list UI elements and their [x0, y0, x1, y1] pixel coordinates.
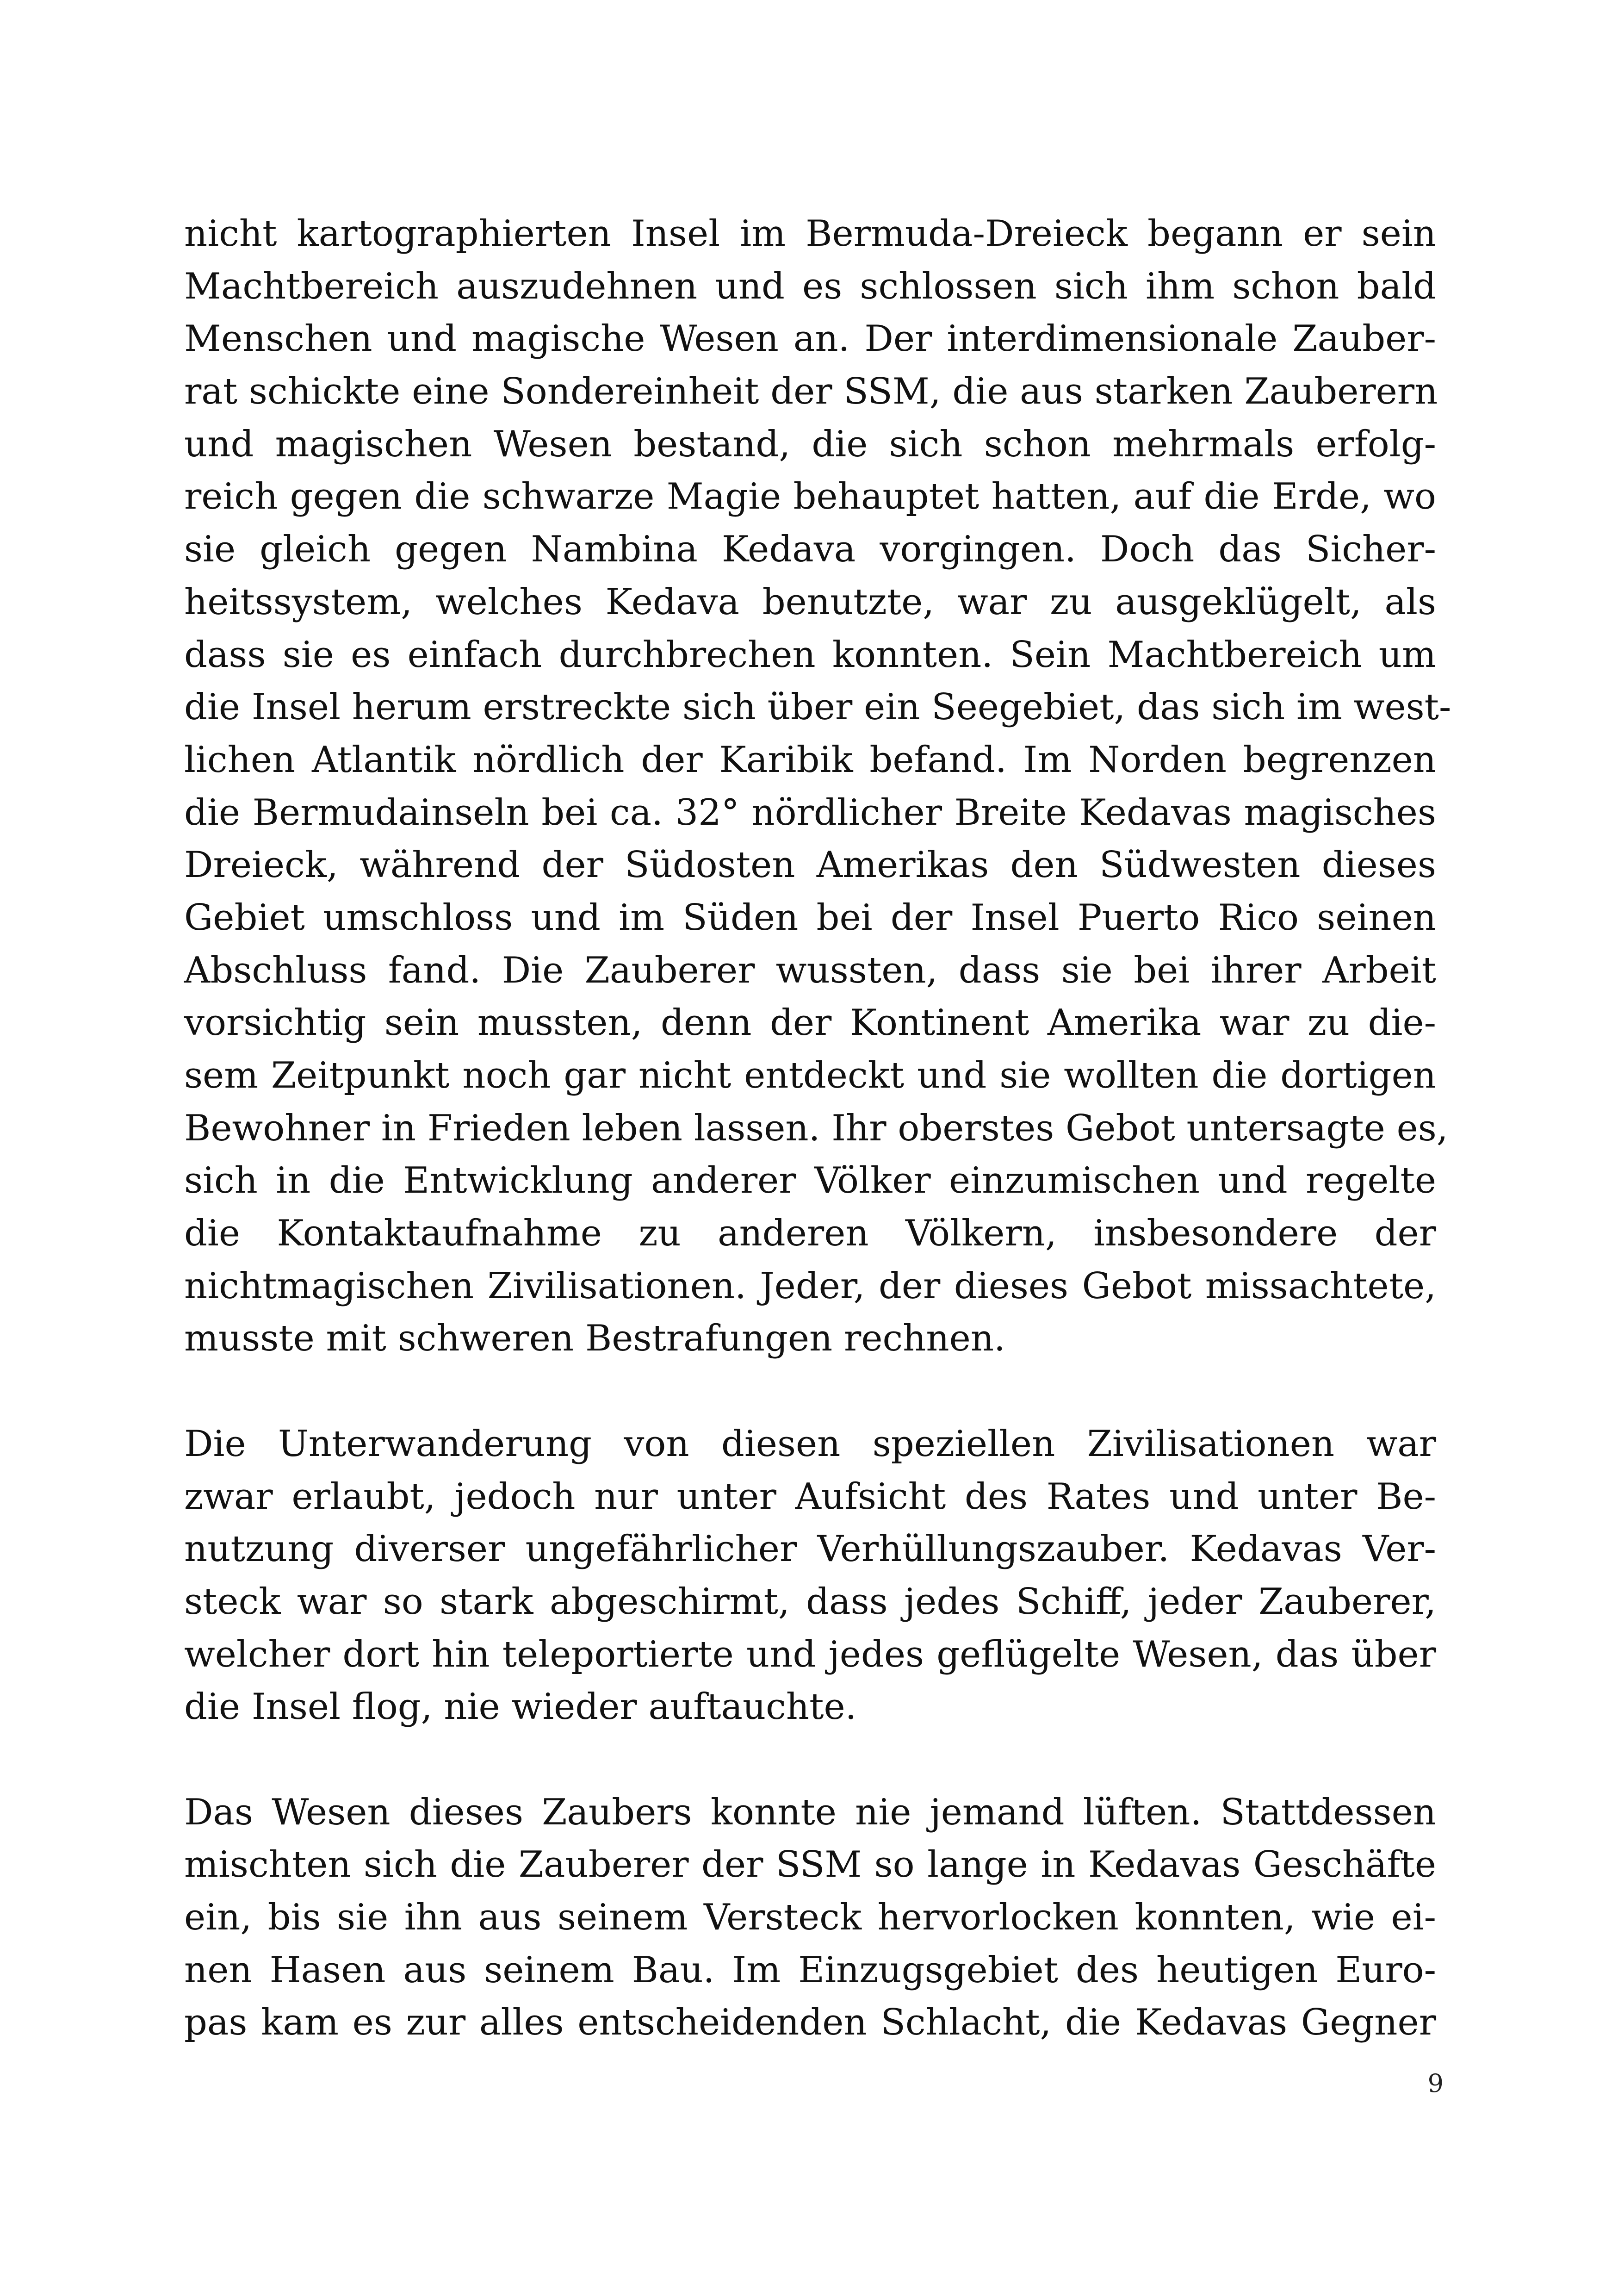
- text-line: Abschluss fand. Die Zauberer wussten, dass sie bei ihrer Arbeit: [184, 949, 1436, 991]
- text-line: pas kam es zur alles entscheidenden Schlacht, die Kedavas Gegner: [184, 2002, 1436, 2044]
- text-line: die Bermudainseln bei ca. 32° nördlicher Breite Kedavas magisches: [184, 791, 1436, 834]
- text-line: die Insel flog, nie wieder auftauchte.: [184, 1686, 857, 1728]
- text-line: mischten sich die Zauberer der SSM so lange in Kedavas Geschäfte: [184, 1844, 1436, 1886]
- paragraph-gap: [184, 1365, 1436, 1418]
- paragraph: [184, 1418, 1436, 1734]
- text-line: ein, bis sie ihn aus seinem Versteck hervorlocken konnten, wie ei-: [184, 1897, 1436, 1938]
- text-line: Menschen und magische Wesen an. Der interdimensionale Zauber-: [184, 318, 1436, 360]
- text-line: Die Unterwanderung von diesen speziellen Zivilisationen war: [184, 1423, 1436, 1465]
- text-line: reich gegen die schwarze Magie behauptet hatten, auf die Erde, wo: [184, 476, 1436, 518]
- text-line: und magischen Wesen bestand, die sich schon mehrmals erfolg-: [184, 423, 1436, 465]
- text-line: Machtbereich auszudehnen und es schlossen sich ihm schon bald: [184, 265, 1436, 307]
- paragraph-gap: [184, 1734, 1436, 1786]
- text-line: Bewohner in Frieden leben lassen. Ihr oberstes Gebot untersagte es,: [184, 1107, 1448, 1149]
- paragraph: [184, 1786, 1436, 2049]
- text-line: sem Zeitpunkt noch gar nicht entdeckt und sie wollten die dortigen: [184, 1055, 1436, 1096]
- text-line: rat schickte eine Sondereinheit der SSM, die aus starken Zauberern: [184, 371, 1438, 413]
- text-line: musste mit schweren Bestrafungen rechnen.: [184, 1318, 1005, 1360]
- text-line: die Kontaktaufnahme zu anderen Völkern, insbesondere der: [184, 1213, 1436, 1255]
- text-line: Dreieck, während der Südosten Amerikas den Südwesten dieses: [184, 844, 1436, 886]
- text-line: nen Hasen aus seinem Bau. Im Einzugsgebiet des heutigen Euro-: [184, 1949, 1436, 1991]
- text-line: nicht kartographierten Insel im Bermuda-Dreieck begann er sein: [184, 213, 1436, 255]
- text-line: Das Wesen dieses Zaubers konnte nie jemand lüften. Stattdessen: [184, 1791, 1436, 1833]
- text-line: sich in die Entwicklung anderer Völker einzumischen und regelte: [184, 1160, 1436, 1202]
- text-line: dass sie es einfach durchbrechen konnten. Sein Machtbereich um: [184, 634, 1436, 676]
- page-number: 9: [1427, 2069, 1444, 2098]
- text-line: Gebiet umschloss und im Süden bei der Insel Puerto Rico seinen: [184, 896, 1436, 939]
- text-line: lichen Atlantik nördlich der Karibik befand. Im Norden begrenzen: [184, 739, 1436, 781]
- text-line: vorsichtig sein mussten, denn der Kontinent Amerika war zu die-: [184, 1002, 1436, 1044]
- text-line: nutzung diverser ungefährlicher Verhüllungszauber. Kedavas Ver-: [184, 1528, 1436, 1570]
- text-line: welcher dort hin teleportierte und jedes geflügelte Wesen, das über: [184, 1633, 1436, 1675]
- text-line: sie gleich gegen Nambina Kedava vorgingen. Doch das Sicher-: [184, 529, 1436, 571]
- text-line: zwar erlaubt, jedoch nur unter Aufsicht des Rates und unter Be-: [184, 1475, 1436, 1518]
- body-text: [184, 208, 1451, 2049]
- text-line: heitssystem, welches Kedava benutzte, war zu ausgeklügelt, als: [184, 581, 1436, 623]
- text-line: nichtmagischen Zivilisationen. Jeder, der dieses Gebot missachtete,: [184, 1265, 1436, 1307]
- text-line: steck war so stark abgeschirmt, dass jedes Schiff, jeder Zauberer,: [184, 1580, 1436, 1623]
- text-line: die Insel herum erstreckte sich über ein Seegebiet, das sich im west-: [184, 686, 1451, 728]
- paragraph: [184, 208, 1451, 1365]
